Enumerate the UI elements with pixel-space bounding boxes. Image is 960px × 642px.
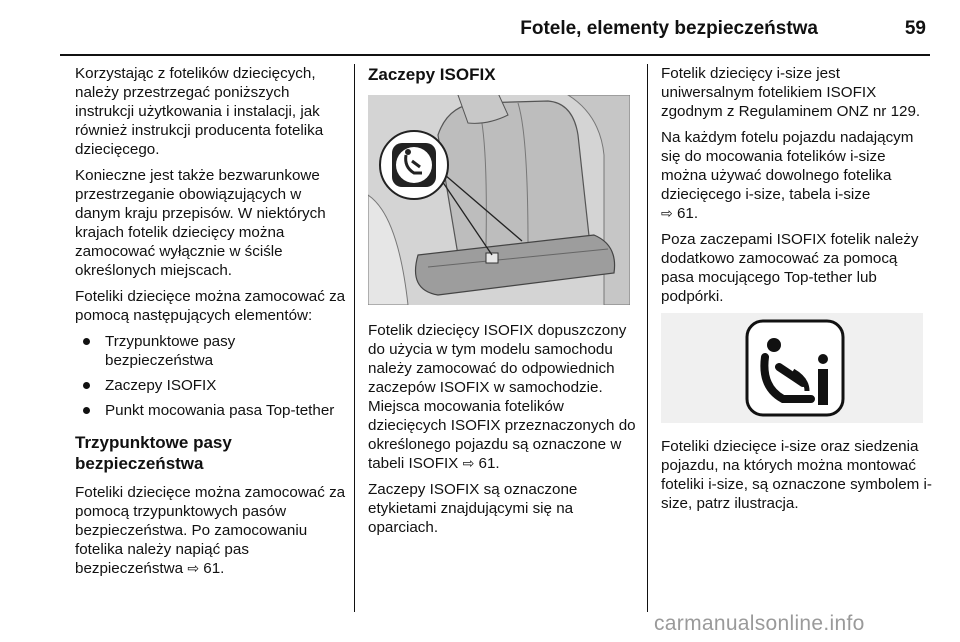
- i-size-icon: [661, 313, 923, 423]
- page-title: Fotele, elementy bezpieczeństwa: [520, 18, 818, 39]
- i-size-seats-paragraph: [661, 128, 933, 223]
- i-size-intro-paragraph: Fotelik dziecięcy i-size jest uniwersalnym fotelikiem ISOFIX zgodnym z Regulaminem ONZ nr 129.: [661, 65, 921, 120]
- list-item-text: Punkt mocowania pasa Top-tether: [105, 402, 335, 419]
- isofix-labels-paragraph: Zaczepy ISOFIX są oznaczone etykietami znajdującymi się na oparciach.: [368, 481, 578, 536]
- watermark: carmanualsonline.info: [654, 612, 865, 635]
- list-item: [75, 332, 347, 370]
- list-item-text: Zaczepy ISOFIX: [105, 377, 217, 394]
- column-2: [368, 64, 636, 544]
- regulations-paragraph: Konieczne jest także bezwarunkowe przestrzeganie obowiązujących w danym kraju przepisów. W niektórych krajach fotelik dziecięcy można zamocować wyłącznie w ściśle określonych miejscach.: [75, 167, 326, 279]
- list-item: [75, 376, 347, 395]
- page-reference-link[interactable]: 61.: [676, 205, 699, 222]
- i-size-seats-text: Na każdym fotelu pojazdu nadającym się do mocowania fotelików i-size można używać dowolnego fotelika dziecięcego i-size, tabela i-size: [661, 129, 914, 203]
- mounting-options-list: [75, 332, 347, 420]
- page-header: [60, 18, 930, 58]
- three-point-belt-text: Foteliki dziecięce można zamocować za pomocą trzypunktowych pasów bezpieczeństwa. Po zamocowaniu fotelika należy napiąć pas bezpieczeństwa: [75, 484, 346, 577]
- three-point-belt-paragraph: [75, 483, 347, 578]
- bullet-icon: [83, 407, 90, 414]
- i-size-symbol-illustration: [661, 313, 923, 423]
- page-reference-link[interactable]: 61.: [478, 455, 500, 472]
- page-reference-arrow-icon: ⇨: [187, 560, 200, 576]
- isofix-paragraph: [368, 321, 636, 473]
- column-3: [661, 64, 933, 520]
- top-tether-paragraph: Poza zaczepami ISOFIX fotelik należy dodatkowo zamocować za pomocą pasa mocującego Top-tether lub podpórki.: [661, 231, 919, 305]
- mounting-paragraph: Foteliki dziecięce można zamocować za pomocą następujących elementów:: [75, 288, 346, 324]
- isofix-seat-illustration: [368, 95, 630, 305]
- intro-paragraph: Korzystając z fotelików dziecięcych, należy przestrzegać poniższych instrukcji użytkowania i instalacji, jak również instrukcji producenta fotelika dziecięcego.: [75, 65, 324, 158]
- page-reference-arrow-icon: ⇨: [462, 455, 475, 471]
- bullet-icon: [83, 338, 90, 345]
- header-rule: [60, 54, 930, 56]
- column-divider-2: [647, 64, 648, 612]
- i-size-marking-paragraph: Foteliki dziecięce i-size oraz siedzenia pojazdu, na których można montować foteliki i-size, są oznaczone symbolem i-size, patrz ilustracja.: [661, 438, 932, 512]
- page-reference-link[interactable]: 61.: [203, 560, 225, 577]
- page-number: 59: [904, 18, 926, 39]
- three-point-belt-heading: Trzypunktowe pasy bezpieczeństwa: [75, 433, 232, 473]
- column-1: [75, 64, 347, 585]
- seat-drawing: [368, 95, 630, 305]
- list-item: [75, 401, 347, 420]
- page-reference-arrow-icon: ⇨: [661, 205, 673, 221]
- list-item-text: Trzypunktowe pasy bezpieczeństwa: [105, 333, 236, 369]
- column-divider-1: [354, 64, 355, 612]
- bullet-icon: [83, 382, 90, 389]
- isofix-text: Fotelik dziecięcy ISOFIX dopuszczony do użycia w tym modelu samochodu należy zamocować do odpowiednich zaczepów ISOFIX w samochodzie. Miejsca mocowania fotelików dziecięcych ISOFIX przeznaczonych do określonego pojazdu są oznaczone w tabeli ISOFIX: [368, 322, 636, 472]
- isofix-heading: Zaczepy ISOFIX: [368, 65, 496, 84]
